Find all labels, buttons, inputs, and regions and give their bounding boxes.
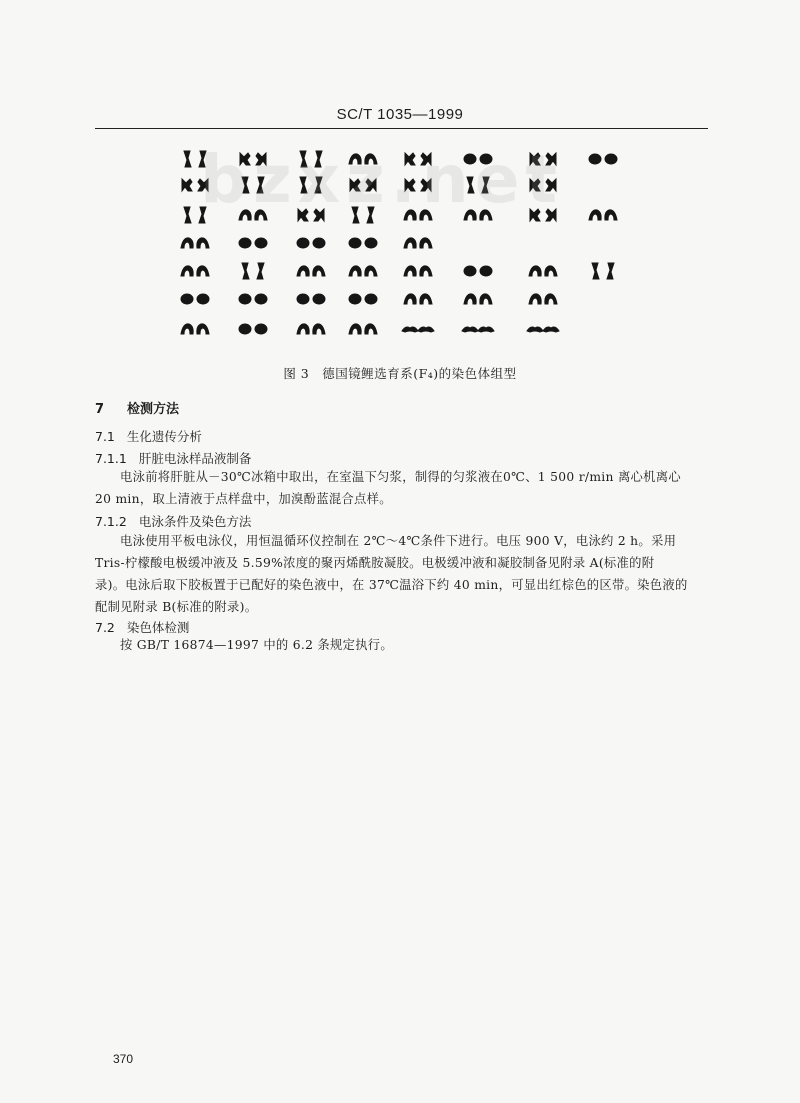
section-number: 7	[95, 402, 105, 417]
figure-caption: 图 3 德国镜鲤选育系(F₄)的染色体组型	[283, 366, 517, 381]
section-title: 染色体检测	[126, 620, 190, 635]
section-7-1-2-body	[95, 530, 707, 618]
section-title: 生化遗传分析	[126, 429, 202, 444]
section-title: 肝脏电泳样品液制备	[138, 451, 252, 466]
section-7-2-body	[95, 634, 707, 656]
karyotype-figure	[175, 143, 635, 353]
section-7-1-1-heading	[95, 449, 251, 467]
section-title: 电泳条件及染色方法	[138, 514, 252, 529]
section-7-heading	[95, 398, 179, 417]
standard-code-header: SC/T 1035—1999	[336, 106, 464, 123]
watermark-text: bzxz.net	[200, 141, 564, 218]
body-line: 按 GB/T 16874—1997 中的 6.2 条规定执行。	[120, 638, 393, 652]
section-7-1-heading	[95, 427, 202, 445]
section-number: 7.1.1	[95, 451, 127, 466]
section-number: 7.1	[95, 429, 115, 444]
section-7-1-2-heading	[95, 512, 251, 530]
header-rule	[95, 128, 708, 129]
section-title: 检测方法	[127, 402, 180, 417]
section-number: 7.2	[95, 620, 115, 635]
body-line: 电泳使用平板电泳仪，用恒温循环仪控制在 2℃～4℃条件下进行。电压 900 V，电泳约 2 h。采用	[120, 534, 677, 548]
section-7-1-1-body	[95, 466, 707, 510]
body-line: 20 min，取上清液于点样盘中，加溴酚蓝混合点样。	[95, 492, 392, 506]
page-number: 370	[113, 1052, 134, 1066]
body-line: 电泳前将肝脏从－30℃冰箱中取出，在室温下匀浆，制得的匀浆液在0℃、1 500 r/min 离心机离心	[120, 470, 681, 484]
body-line: 录)。电泳后取下胶板置于已配好的染色液中，在 37℃温浴下约 40 min，可显出红棕色的区带。染色液的	[95, 578, 688, 592]
section-number: 7.1.2	[95, 514, 127, 529]
body-line: 配制见附录 B(标准的附录)。	[95, 600, 258, 614]
body-line: Tris-柠檬酸电极缓冲液及 5.59%浓度的聚丙烯酰胺凝胶。电极缓冲液和凝胶制备见附录 A(标准的附	[95, 556, 655, 570]
